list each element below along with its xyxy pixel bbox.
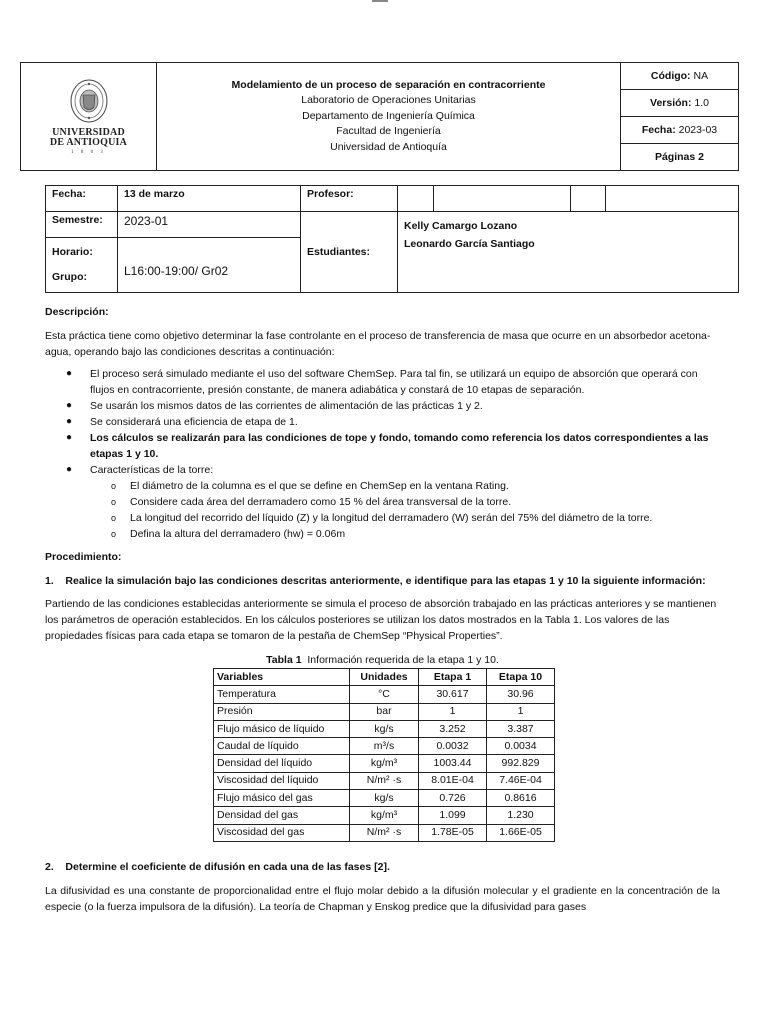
document-title: Modelamiento de un proceso de separación en contracorriente — [231, 78, 546, 91]
logo-text-line1: UNIVERSIDAD — [52, 126, 125, 138]
procedimiento-step-2: 2. Determine el coeficiente de difusión en cada una de las fases [2]. — [45, 861, 390, 873]
fecha-label: Fecha: — [46, 186, 118, 212]
students-cell — [398, 212, 739, 293]
table-row: Densidad del gas kg/m³ 1.099 1.230 — [214, 807, 555, 824]
sub-list-item: o Considere cada área del derramadero como 15 % del área transversal de la torre. — [111, 496, 512, 508]
page-top-mark — [372, 0, 388, 2]
estudiantes-label: Estudiantes: — [301, 212, 398, 293]
table-header: Etapa 1 — [419, 669, 487, 686]
table-row: Flujo másico del gas kg/s 0.726 0.8616 — [214, 790, 555, 807]
header-line: Laboratorio de Operaciones Unitarias — [301, 94, 476, 107]
procedimiento-heading: Procedimiento: — [45, 551, 122, 563]
list-item: ● Características de la torre: — [66, 464, 214, 476]
profesor-cell — [571, 186, 606, 212]
meta-version: Versión: 1.0 — [621, 90, 739, 117]
table-row: Viscosidad del gas N/m² ·s 1.78E-05 1.66E-05 — [214, 824, 555, 841]
procedimiento-step-1: 1. Realice la simulación bajo las condiciones descritas anteriormente, e identifique para las etapas 1 y 10 la siguiente información: — [45, 575, 706, 587]
semestre-value: 2023-01 — [118, 212, 301, 238]
fecha-value: 13 de marzo — [118, 186, 301, 212]
header-line: Facultad de Ingeniería — [336, 125, 441, 138]
table-caption: Tabla 1 Información requerida de la etapa 1 y 10. — [266, 654, 499, 666]
table-row: Densidad del líquido kg/m³ 1003.44 992.829 — [214, 755, 555, 772]
list-item: ● El proceso será simulado mediante el uso del software ChemSep. Para tal fin, se utilizará un equipo de absorción que operará con flujos en contracorriente, presión constante, de manera adiabática y constará de 10 etapas de separación. — [66, 368, 698, 396]
meta-paginas: Páginas 2 — [621, 144, 739, 171]
header-line: Universidad de Antioquía — [330, 140, 447, 153]
meta-codigo: Código: NA — [621, 63, 739, 90]
table-header: Unidades — [350, 669, 419, 686]
meta-fecha: Fecha: 2023-03 — [621, 117, 739, 144]
profesor-cell — [606, 186, 739, 212]
header-line: Departamento de Ingeniería Química — [302, 109, 475, 122]
document-header — [20, 62, 739, 171]
list-item: ● Los cálculos se realizarán para las condiciones de tope y fondo, tomando como referencia los datos correspondientes a las etapas 1 y 10. — [66, 432, 709, 460]
sub-list-item: o El diámetro de la columna es el que se define en ChemSep en la ventana Rating. — [111, 480, 509, 492]
table-header: Etapa 10 — [487, 669, 555, 686]
profesor-cell — [398, 186, 434, 212]
logo-year: 1 8 0 3 — [71, 149, 106, 155]
document-title-block — [157, 63, 621, 171]
logo-text-line2: DE ANTIOQUIA — [49, 136, 128, 148]
table-row: Viscosidad del líquido N/m² ·s 8.01E-04 7.46E-04 — [214, 772, 555, 789]
list-item: ● Se usarán los mismos datos de las corrientes de alimentación de las prácticas 1 y 2. — [66, 400, 483, 412]
procedimiento-paragraph-2: La difusividad es una constante de proporcionalidad entre el flujo molar debido a la difusión molecular y el gradiente en la concentración de la especie (o la fuerza impulsora de la difusión). La teoría de Chapman y Enskog predice que la difusividad para gases — [45, 885, 720, 913]
logo-cell — [21, 63, 157, 171]
descripcion-list — [45, 366, 720, 542]
sub-list-item: o La longitud del recorrido del líquido (Z) y la longitud del derramadero (W) serán del 75% del diámetro de la torre. — [111, 512, 653, 524]
table-header: Variables — [214, 669, 350, 686]
student-name: Kelly Camargo Lozano — [404, 220, 518, 232]
properties-table — [213, 668, 555, 842]
profesor-cell — [434, 186, 571, 212]
semestre-label: Semestre: — [46, 212, 118, 238]
horario-grupo-label: Horario: Grupo: — [46, 238, 118, 293]
table-row: Flujo másico de líquido kg/s 3.252 3.387 — [214, 720, 555, 737]
profesor-label: Profesor: — [301, 186, 398, 212]
list-item: ● Se considerará una eficiencia de etapa de 1. — [66, 416, 298, 428]
sub-list-item: o Defina la altura del derramadero (hw) = 0.06m — [111, 528, 346, 540]
horario-value: L16:00-19:00/ Gr02 — [118, 238, 301, 293]
descripcion-heading: Descripción: — [45, 306, 109, 318]
procedimiento-paragraph-1: Partiendo de las condiciones establecidas anteriormente se simula el proceso de absorción trabajado en las prácticas anteriores y se mantienen los parámetros de operación establecidos. En los cálculos posteriores se utilizan los datos mostrados en la Tabla 1. Los valores de las propiedades físicas para cada etapa se tomaron de la pestaña de ChemSep “Physical Properties”. — [45, 598, 717, 642]
table-row: Caudal de líquido m³/s 0.0032 0.0034 — [214, 738, 555, 755]
session-info-table — [45, 185, 739, 293]
student-name: Leonardo García Santiago — [404, 238, 535, 250]
descripcion-intro: Esta práctica tiene como objetivo determinar la fase controlante en el proceso de transferencia de masa que ocurre en un absorbedor acetona-agua, operando bajo las condiciones descritas a continuación: — [45, 330, 711, 358]
table-row: Temperatura °C 30.617 30.96 — [214, 686, 555, 703]
table-row: Presión bar 1 1 — [214, 703, 555, 720]
university-seal-icon — [69, 79, 109, 123]
